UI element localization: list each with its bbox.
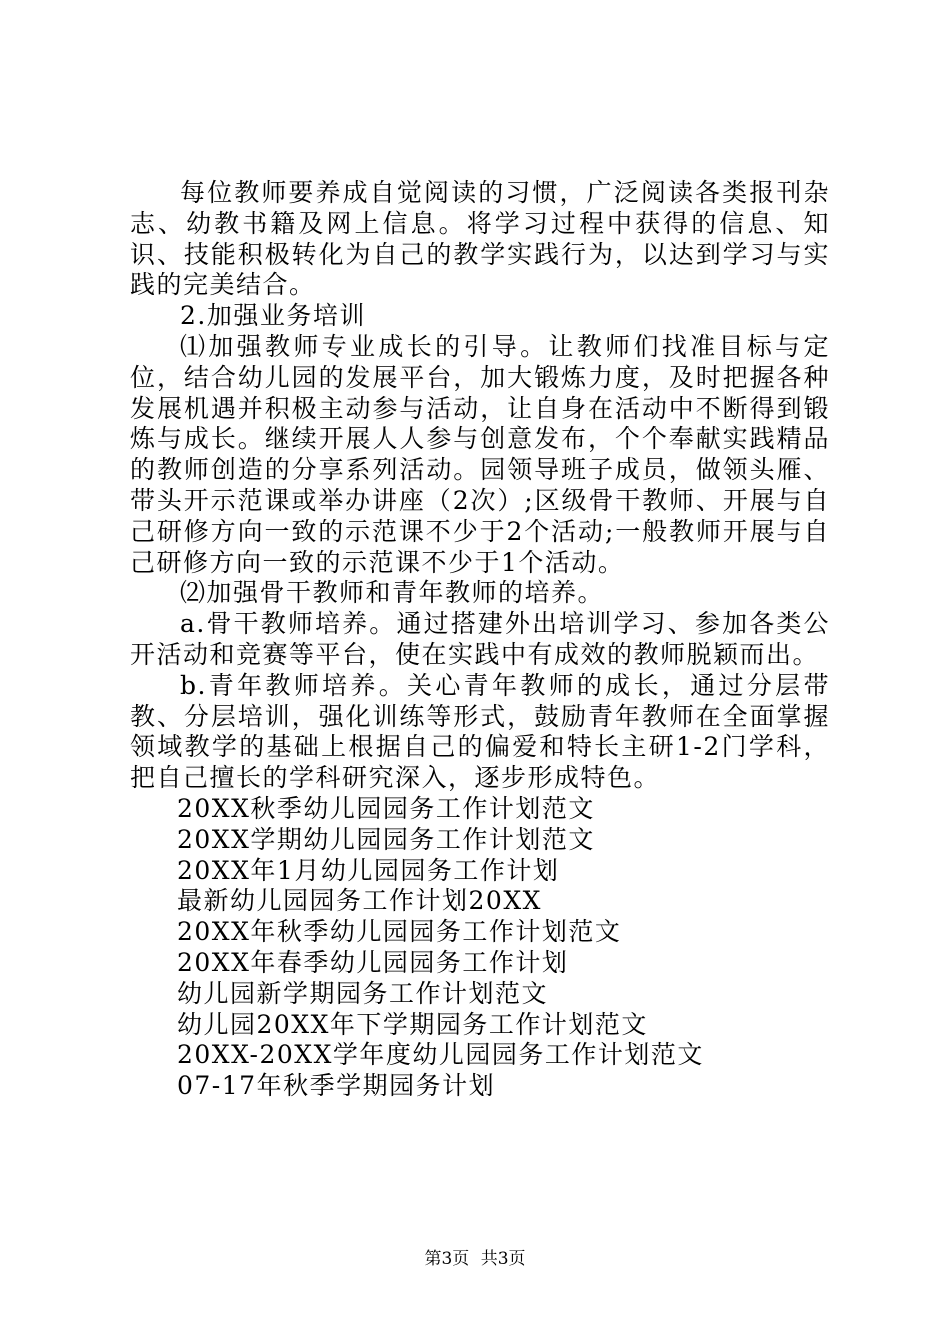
page-number: 第3页 (424, 1249, 470, 1269)
paragraph-reading-habit: 每位教师要养成自觉阅读的习惯，广泛阅读各类报刊杂志、幼教书籍及网上信息。将学习过程中获得的信息、知识、技能积极转化为自己的教学实践行为，以达到学习与实践的完美结合。 (130, 178, 830, 300)
related-link[interactable]: 20XX秋季幼儿园园务工作计划范文 (177, 793, 595, 823)
document-body (130, 178, 830, 1102)
related-link[interactable]: 07-17年秋季学期园务计划 (177, 1071, 496, 1101)
related-link[interactable]: 20XX学期幼儿园园务工作计划范文 (177, 824, 595, 854)
related-link[interactable]: 幼儿园20XX年下学期园务工作计划范文 (177, 1009, 648, 1039)
related-link[interactable]: 幼儿园新学期园务工作计划范文 (177, 978, 549, 1008)
related-links-list (130, 794, 830, 1102)
related-link[interactable]: 最新幼儿园园务工作计划20XX (177, 886, 542, 916)
paragraph-professional-growth: ⑴加强教师专业成长的引导。让教师们找准目标与定位，结合幼儿园的发展平台，加大锻炼力度，及时把握各种发展机遇并积极主动参与活动，让自身在活动中不断得到锻炼与成长。继续开展人人参与创意发布，个个奉献实践精品的教师创造的分享系列活动。园领导班子成员，做领头雁、带头开示范课或举办讲座（2次）;区级骨干教师、开展与自己研修方向一致的示范课不少于2个活动;一般教师开展与自己研修方向一致的示范课不少于1个活动。 (130, 331, 830, 577)
related-link[interactable]: 20XX年春季幼儿园园务工作计划 (177, 947, 569, 977)
paragraph-backbone-young-teachers: ⑵加强骨干教师和青年教师的培养。 (180, 578, 605, 608)
related-link[interactable]: 20XX-20XX学年度幼儿园园务工作计划范文 (177, 1040, 704, 1070)
section-heading-training: 2.加强业务培训 (180, 301, 366, 331)
related-link[interactable]: 20XX年1月幼儿园园务工作计划 (177, 855, 560, 885)
page-total: 共3页 (480, 1249, 526, 1269)
paragraph-backbone-training: a.骨干教师培养。通过搭建外出培训学习、参加各类公开活动和竞赛等平台，使在实践中有成效的教师脱颖而出。 (130, 609, 830, 669)
related-link[interactable]: 20XX年秋季幼儿园园务工作计划范文 (177, 917, 622, 947)
page-footer (0, 1248, 950, 1270)
paragraph-young-teacher-training: b.青年教师培养。关心青年教师的成长，通过分层带教、分层培训，强化训练等形式，鼓励青年教师在全面掌握领域教学的基础上根据自己的偏爱和特长主研1-2门学科，把自己擅长的学科研究深入，逐步形成特色。 (130, 670, 830, 793)
